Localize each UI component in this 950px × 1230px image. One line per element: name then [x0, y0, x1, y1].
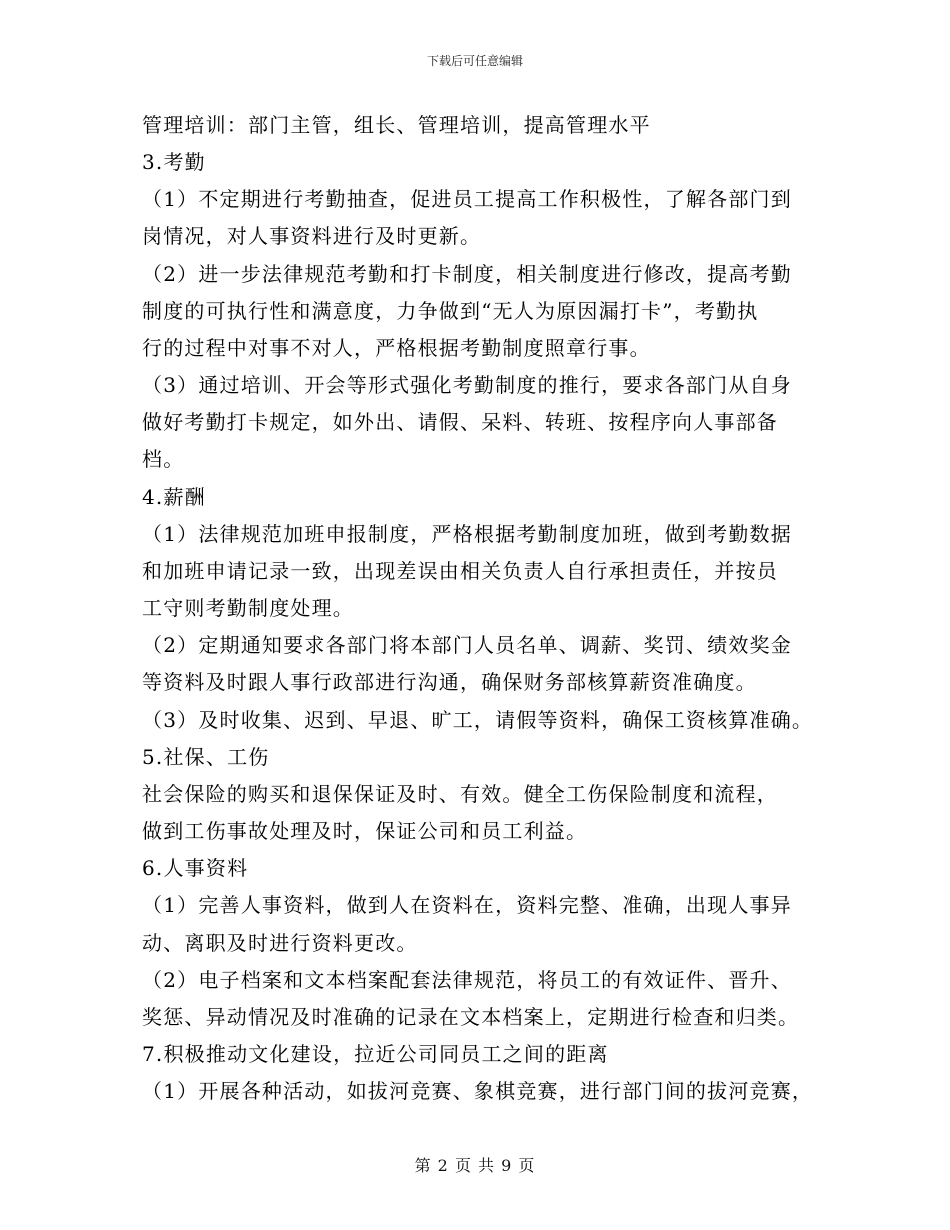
text-line: 做好考勤打卡规定，如外出、请假、呆料、转班、按程序向人事部备 [142, 410, 778, 434]
text-line: 和加班申请记录一致，出现差误由相关负责人自行承担责任，并按员 [142, 559, 778, 583]
section-heading: 6.人事资料 [142, 856, 249, 880]
text-line: 动、离职及时进行资料更改。 [142, 931, 418, 955]
page-header: 下载后可任意编辑 [426, 54, 523, 68]
text-line: （2）电子档案和文本档案配套法律规范，将员工的有效证件、晋升、 [142, 968, 792, 992]
text-line: 岗情况，对人事资料进行及时更新。 [142, 224, 482, 248]
text-line: （1）不定期进行考勤抽查，促进员工提高工作积极性，了解各部门到 [142, 187, 792, 211]
text-line: 行的过程中对事不对人，严格根据考勤制度照章行事。 [142, 336, 651, 360]
text-line: （1）完善人事资料，做到人在资料在，资料完整、准确，出现人事异 [142, 893, 792, 917]
text-line: 社会保险的购买和退保保证及时、有效。健全工伤保险制度和流程， [142, 782, 778, 806]
text-line: （2）定期通知要求各部门将本部门人员名单、调薪、奖罚、绩效奖金 [142, 633, 792, 657]
text-line: （3）通过培训、开会等形式强化考勤制度的推行，要求各部门从自身 [142, 373, 792, 397]
text-line: （1）法律规范加班申报制度，严格根据考勤制度加班，做到考勤数据 [142, 522, 792, 546]
text-line: 管理培训：部门主管，组长、管理培训，提高管理水平 [142, 113, 651, 137]
text-line: （1）开展各种活动，如拔河竞赛、象棋竞赛，进行部门间的拔河竞赛， [142, 1079, 814, 1103]
section-heading: 5.社保、工伤 [142, 745, 270, 769]
text-line: 工守则考勤制度处理。 [142, 596, 354, 620]
page-footer: 第 2 页 共 9 页 [414, 1156, 536, 1175]
section-heading: 7.积极推动文化建设，拉近公司同员工之间的距离 [142, 1042, 609, 1066]
section-heading: 4.薪酬 [142, 485, 206, 509]
text-line: （2）进一步法律规范考勤和打卡制度，相关制度进行修改，提高考勤 [142, 262, 792, 286]
text-line: 制度的可执行性和满意度，力争做到“无人为原因漏打卡”，考勤执 [142, 299, 759, 323]
section-heading: 3.考勤 [142, 150, 206, 174]
text-line: 做到工伤事故处理及时，保证公司和员工利益。 [142, 819, 588, 843]
text-line: 档。 [142, 447, 185, 471]
text-line: 等资料及时跟人事行政部进行沟通，确保财务部核算薪资准确度。 [142, 670, 757, 694]
text-line: （3）及时收集、迟到、早退、旷工，请假等资料，确保工资核算准确。 [142, 708, 814, 732]
text-line: 奖惩、异动情况及时准确的记录在文本档案上，定期进行检查和归类。 [142, 1005, 800, 1029]
